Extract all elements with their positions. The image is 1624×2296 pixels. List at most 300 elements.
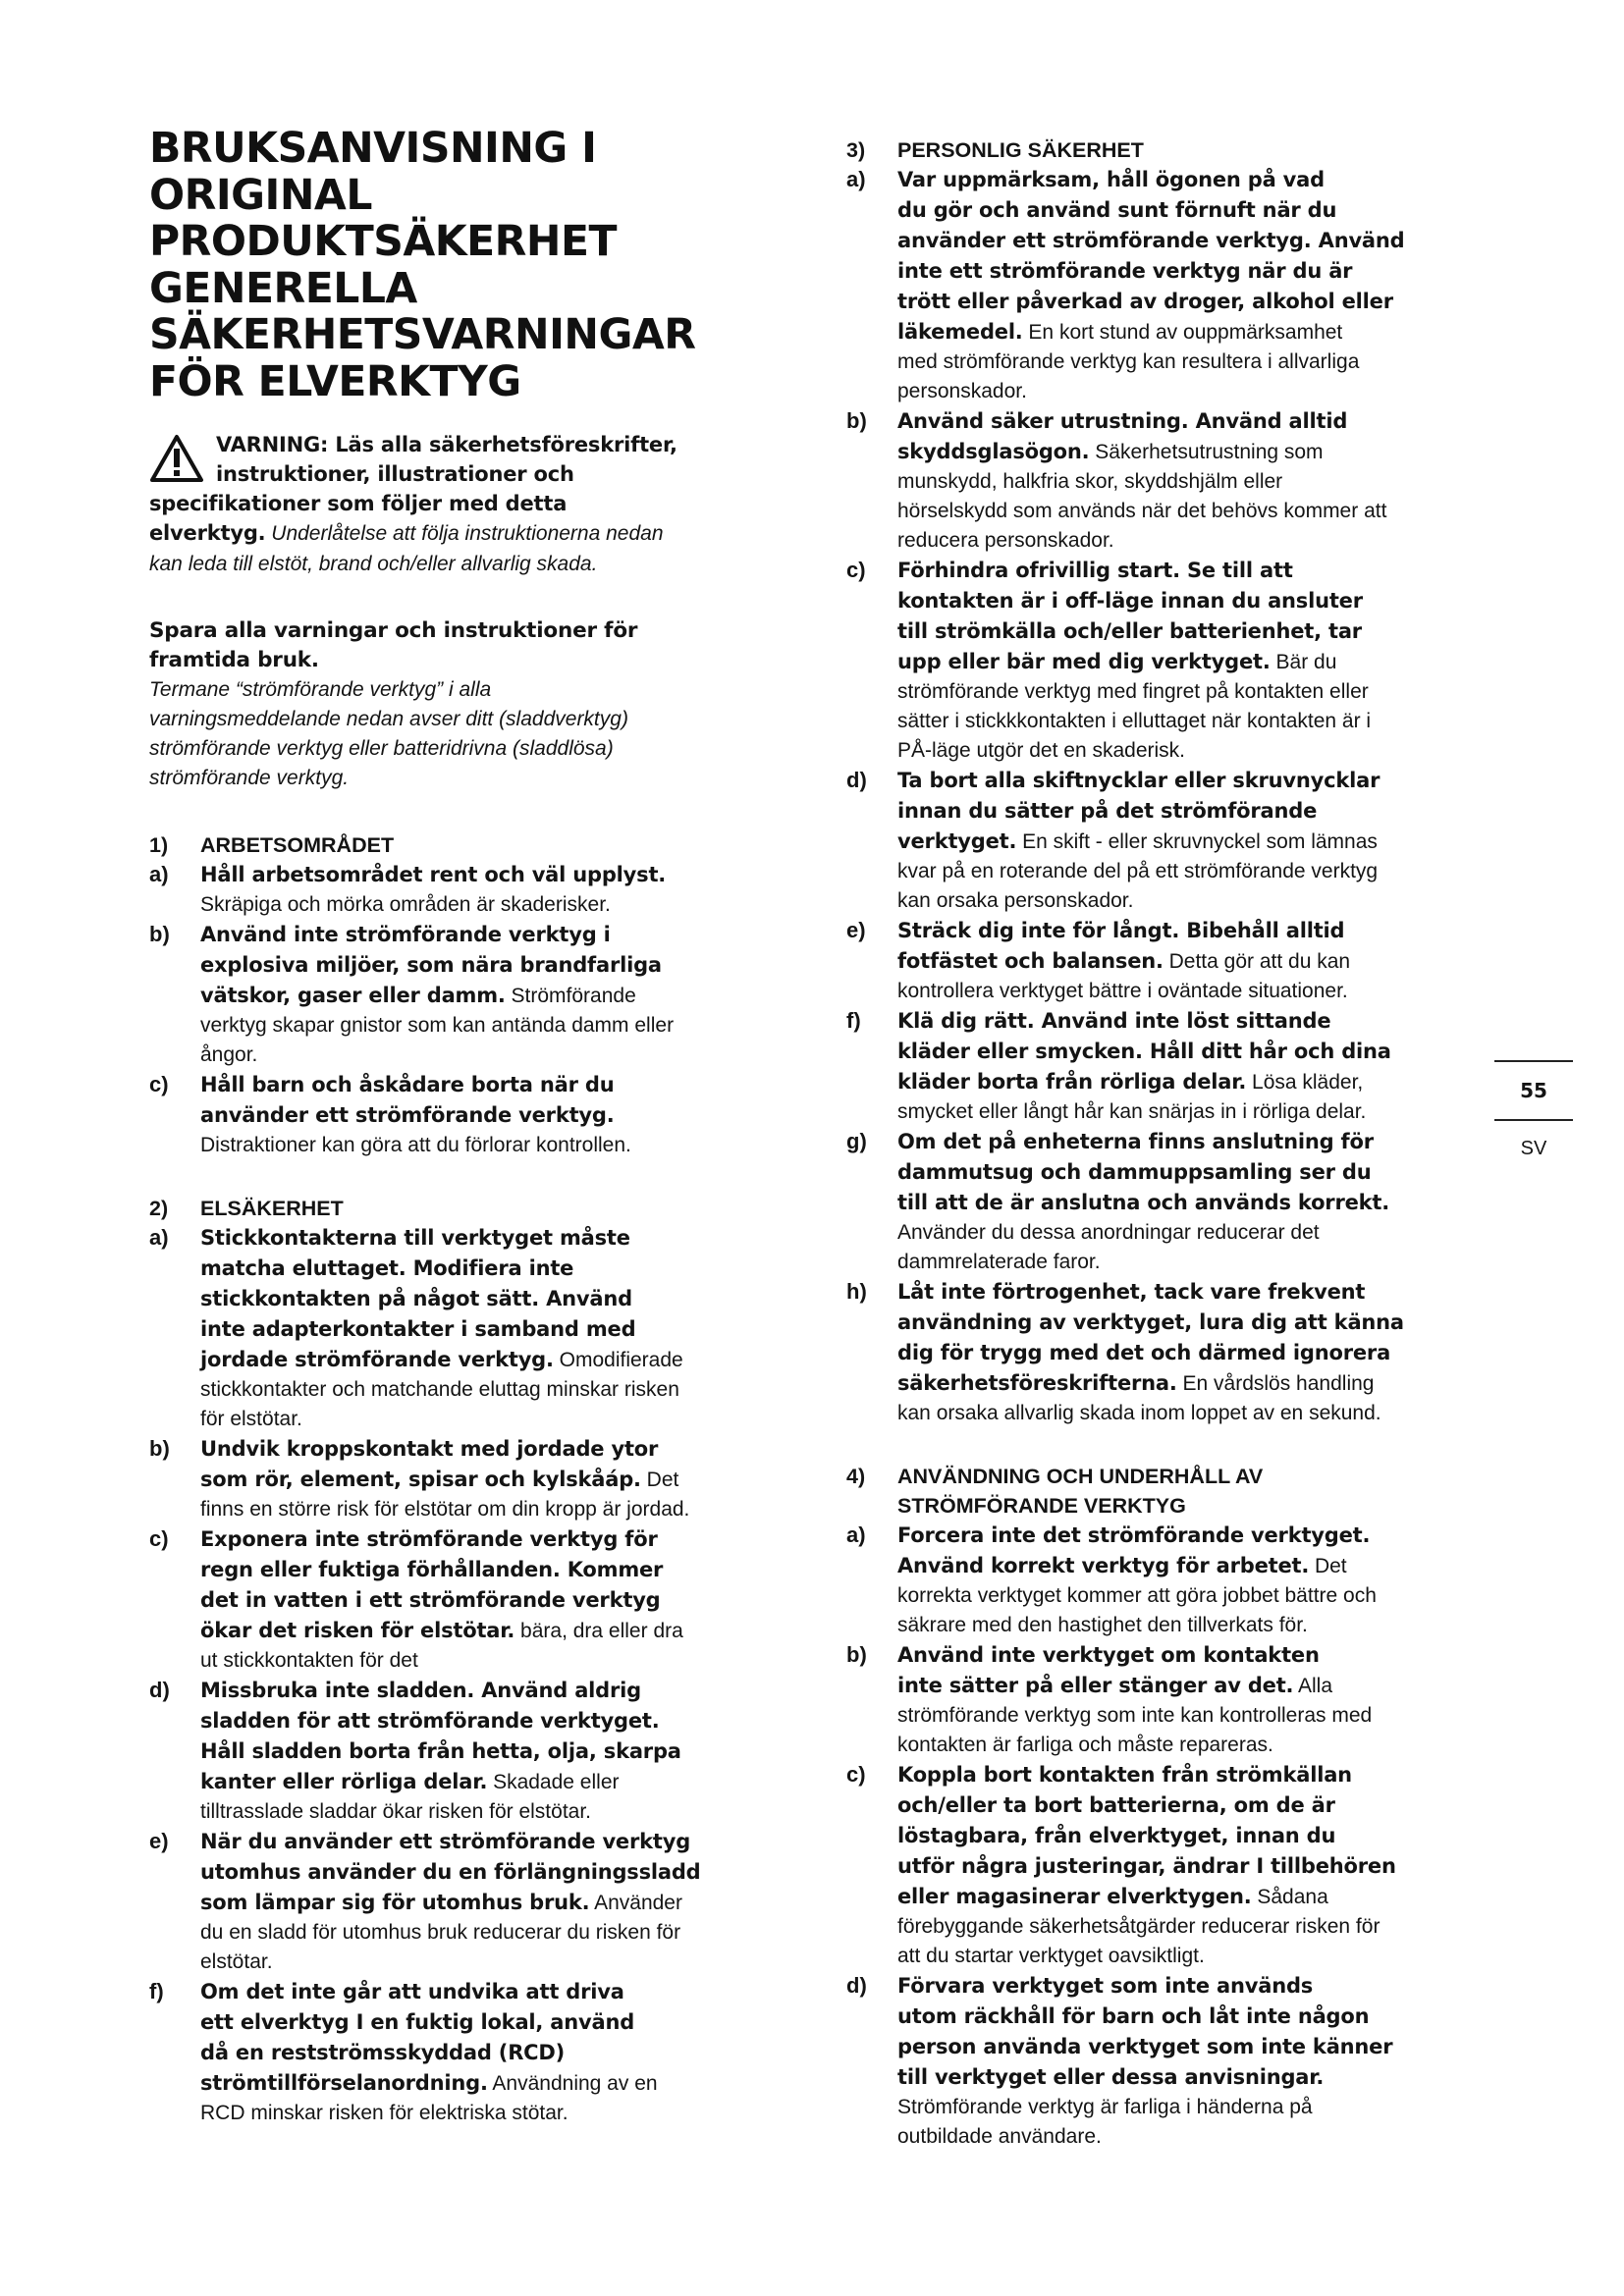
save-note-line: Spara alla varningar och instruktioner för: [149, 618, 638, 643]
item-line: [897, 1521, 1494, 1551]
terms-line: Termane “strömförande verktyg” i alla: [149, 678, 492, 701]
item-line: [897, 377, 1494, 406]
sections-right: [846, 135, 1494, 2152]
item-text-run: korrekta verktyget kommer att göra jobbet bättre och: [897, 1584, 1377, 1607]
item-line: [200, 1888, 797, 1918]
sections-left: [149, 830, 797, 2128]
item-text-run: Detta gör att du kan: [1163, 950, 1351, 973]
section-heading: [149, 1194, 797, 1223]
item-line: [897, 1399, 1494, 1428]
item-line: [897, 1006, 1494, 1037]
item-text: [897, 1521, 1494, 1640]
right-column: [846, 135, 1494, 2185]
item-line: [897, 616, 1494, 647]
item-text-run: Strömförande verktyg är farliga i händerna på: [897, 2096, 1313, 2118]
item-text-run: smycket eller långt hår kan snärjas in i rörliga delar.: [897, 1100, 1367, 1123]
item-letter: b): [149, 922, 170, 946]
item-line: [200, 1857, 797, 1888]
item-line: [200, 860, 797, 890]
item-bold-text: Håll arbetsområdet rent och väl upplyst.: [200, 863, 667, 886]
warning-line: [149, 549, 797, 579]
item-line: [200, 2099, 797, 2128]
item-line: [200, 1616, 797, 1646]
list-item: [149, 1676, 797, 1827]
item-bold-text: Om det inte går att undvika att driva: [200, 1980, 624, 2003]
warning-bold-text: instruktioner, illustrationer och: [216, 462, 574, 486]
section-number: 4): [846, 1465, 866, 1488]
item-bold-text: Använd inte strömförande verktyg i: [200, 923, 611, 946]
title-line: FÖR ELVERKTYG: [149, 357, 521, 406]
item-line: [200, 1345, 797, 1375]
item-line: [200, 1011, 797, 1041]
item-bold-text: som lämpar sig för utomhus bruk.: [200, 1891, 590, 1914]
item-text-run: med strömförande verktyg kan resultera i allvarliga: [897, 350, 1360, 373]
item-text-run: elstötar.: [200, 1950, 273, 1973]
warning-bold-text: VARNING: Läs alla säkerhetsföreskrifter,: [216, 433, 677, 456]
item-bold-text: det in vatten i ett strömförande verktyg: [200, 1588, 661, 1612]
section-number: 1): [149, 833, 169, 857]
warning-line: [149, 489, 797, 518]
item-letter: b): [149, 1436, 170, 1461]
item-line: [200, 2068, 797, 2099]
item-text-run: En vårdslös handling: [1176, 1372, 1375, 1395]
item-bold-text: Håll sladden borta från hetta, olja, skarpa: [200, 1739, 681, 1763]
section-heading-text: STRÖMFÖRANDE VERKTYG: [897, 1494, 1186, 1518]
warning-italic-text: Underlåtelse att följa instruktionerna nedan: [265, 522, 664, 545]
item-bold-text: och/eller ta bort batterierna, om de är: [897, 1793, 1335, 1817]
title-line: GENERELLA: [149, 264, 417, 313]
item-text-run: Använder: [589, 1892, 682, 1914]
item-line: [897, 1611, 1494, 1640]
item-line: [200, 1284, 797, 1314]
item-line: [897, 766, 1494, 796]
item-text-run: ångor.: [200, 1043, 258, 1066]
item-line: [897, 497, 1494, 526]
item-bold-text: Sträck dig inte för långt. Bibehåll alltid: [897, 919, 1345, 942]
item-bold-text: löstagbara, från elverktyget, innan du: [897, 1824, 1336, 1847]
item-letter: c): [149, 1526, 169, 1551]
item-line: [200, 950, 797, 981]
item-line: [897, 1851, 1494, 1882]
item-text: [200, 1070, 797, 1160]
list-item: [149, 860, 797, 920]
list-item: [149, 1434, 797, 1524]
item-text-run: dammrelaterade faror.: [897, 1251, 1101, 1273]
item-line: [200, 1676, 797, 1706]
item-text-run: Säkerhetsutrustning som: [1089, 441, 1324, 463]
item-line: [897, 1971, 1494, 2002]
list-item: [846, 165, 1494, 406]
item-bold-text: Om det på enheterna finns anslutning för: [897, 1130, 1374, 1153]
general-warning: [149, 430, 797, 579]
item-line: [897, 467, 1494, 497]
item-text: [897, 556, 1494, 766]
item-line: [897, 2093, 1494, 2122]
item-bold-text: ökar det risken för elstötar.: [200, 1619, 515, 1642]
item-text: [200, 920, 797, 1070]
item-text-run: En kort stund av ouppmärksamhet: [1022, 321, 1343, 344]
item-line: [200, 1314, 797, 1345]
section-2: [149, 1194, 797, 2128]
item-line: [897, 1218, 1494, 1248]
item-line: [897, 2122, 1494, 2152]
item-line: [897, 165, 1494, 195]
item-letter: b): [846, 1642, 867, 1667]
item-text-run: personskador.: [897, 380, 1027, 402]
item-bold-text: skyddsglasögon.: [897, 440, 1090, 463]
item-text: [897, 165, 1494, 406]
item-line: [200, 2038, 797, 2068]
item-line: [200, 1706, 797, 1736]
item-line: [200, 1254, 797, 1284]
item-bold-text: användning av verktyget, lura dig att känna: [897, 1310, 1404, 1334]
item-line: [897, 2062, 1494, 2093]
item-line: [897, 1188, 1494, 1218]
item-line: [200, 1070, 797, 1100]
item-text-run: sätter i stickkkontakten i elluttaget när kontakten är i: [897, 710, 1372, 732]
item-line: [897, 1127, 1494, 1157]
item-bold-text: fotfästet och balansen.: [897, 949, 1164, 973]
warning-bold-text: specifikationer som följer med detta: [149, 492, 568, 515]
item-bold-text: upp eller bär med dig verktyget.: [897, 650, 1271, 673]
item-line: [200, 981, 797, 1011]
item-letter: d): [846, 768, 867, 792]
item-text-run: förebyggande säkerhetsåtgärder reducerar risken för: [897, 1915, 1380, 1938]
item-bold-text: Klä dig rätt. Använd inte löst sittande: [897, 1009, 1331, 1033]
item-text-run: kontrollera verktyget bättre i oväntade situationer.: [897, 980, 1348, 1002]
item-bold-text: som rör, element, spisar och kylskåáp.: [200, 1468, 641, 1491]
terms-line: varningsmeddelande nedan avser ditt (sladdverktyg): [149, 708, 628, 730]
item-line: [897, 1790, 1494, 1821]
save-note-line: framtida bruk.: [149, 648, 319, 672]
item-text: [897, 1640, 1494, 1760]
item-bold-text: stickkontakten på något sätt. Använd: [200, 1287, 632, 1310]
item-bold-text: Ta bort alla skiftnycklar eller skruvnycklar: [897, 769, 1380, 792]
item-line: [200, 1797, 797, 1827]
item-text: [200, 1223, 797, 1434]
warning-line: [149, 459, 797, 489]
item-bold-text: Använd inte verktyget om kontakten: [897, 1643, 1320, 1667]
item-line: [897, 946, 1494, 977]
item-line: [897, 256, 1494, 287]
item-text-run: Användning av en: [487, 2072, 658, 2095]
item-line: [897, 1308, 1494, 1338]
item-line: [897, 677, 1494, 707]
list-item: [846, 916, 1494, 1006]
item-line: [897, 586, 1494, 616]
list-item: [149, 1070, 797, 1160]
section-heading: [846, 1462, 1494, 1491]
item-bold-text: Låt inte förtrogenhet, tack vare frekvent: [897, 1280, 1366, 1304]
item-text: [897, 1971, 1494, 2152]
list-item: [846, 1760, 1494, 1971]
item-bold-text: kläder eller smycken. Håll ditt hår och dina: [897, 1040, 1391, 1063]
section-heading: [846, 1491, 1494, 1521]
item-text-run: En skift - eller skruvnyckel som lämnas: [1016, 830, 1378, 853]
item-bold-text: verktyget.: [897, 829, 1017, 853]
item-text-run: PÅ-läge utgör det en skaderisk.: [897, 739, 1185, 762]
item-letter: f): [846, 1008, 861, 1033]
item-line: [200, 1736, 797, 1767]
item-bold-text: dammutsug och dammuppsamling ser du: [897, 1160, 1372, 1184]
item-text-run: strömförande verktyg som inte kan kontrolleras med: [897, 1704, 1373, 1727]
item-text-run: säkrare med den hastighet den tillverkats för.: [897, 1614, 1308, 1636]
item-line: [897, 977, 1494, 1006]
item-line: [897, 1097, 1494, 1127]
item-text-run: kan orsaka allvarlig skada inom loppet av en sekund.: [897, 1402, 1381, 1424]
item-letter: e): [846, 918, 866, 942]
item-bold-text: Exponera inte strömförande verktyg för: [200, 1527, 658, 1551]
item-text: [897, 1760, 1494, 1971]
section-number: 3): [846, 138, 866, 162]
title-line: PRODUKTSÄKERHET: [149, 218, 617, 266]
item-text-run: ut stickkontakten för det: [200, 1649, 418, 1672]
item-line: [897, 1277, 1494, 1308]
item-text: [897, 1006, 1494, 1127]
item-text-run: du en sladd för utomhus bruk reducerar du risken för: [200, 1921, 681, 1944]
item-text: [200, 1434, 797, 1524]
section-1: [149, 830, 797, 1160]
item-line: [200, 1767, 797, 1797]
item-line: [200, 1585, 797, 1616]
item-bold-text: till strömkälla och/eller batterienhet, tar: [897, 619, 1362, 643]
item-line: [897, 1551, 1494, 1581]
section-3: [846, 135, 1494, 1428]
item-letter: b): [846, 408, 867, 433]
item-text: [897, 916, 1494, 1006]
item-line: [200, 1375, 797, 1405]
section-heading-text: PERSONLIG SÄKERHET: [897, 138, 1144, 162]
list-item: [846, 1127, 1494, 1277]
item-bold-text: till att de är anslutna och används korrekt.: [897, 1191, 1390, 1214]
item-bold-text: Stickkontakterna till verktyget måste: [200, 1226, 630, 1250]
item-bold-text: Undvik kroppskontakt med jordade ytor: [200, 1437, 659, 1461]
item-bold-text: jordade strömförande verktyg.: [200, 1348, 554, 1371]
item-text-run: Omodifierade: [553, 1349, 683, 1371]
item-text-run: tilltrasslade sladdar ökar risken för elstötar.: [200, 1800, 592, 1823]
item-text: [897, 766, 1494, 916]
item-line: [897, 736, 1494, 766]
item-line: [897, 2032, 1494, 2062]
item-line: [897, 1912, 1494, 1942]
title-line: BRUKSANVISNING I: [149, 125, 597, 173]
item-text-run: finns en större risk för elstötar om din kropp är jordad.: [200, 1498, 690, 1521]
item-line: [897, 1821, 1494, 1851]
save-instructions-note: [149, 616, 797, 675]
item-text-run: munskydd, halkfria skor, skyddshjälm eller: [897, 470, 1283, 493]
item-line: [897, 1248, 1494, 1277]
item-line: [200, 2007, 797, 2038]
item-bold-text: inte adapterkontakter i samband med: [200, 1317, 636, 1341]
item-bold-text: Använd korrekt verktyg för arbetet.: [897, 1554, 1310, 1577]
list-item: [149, 1524, 797, 1676]
item-bold-text: person använda verktyget som inte känner: [897, 2035, 1393, 2058]
item-text-run: kan orsaka personskador.: [897, 889, 1134, 912]
section-heading-text: ANVÄNDNING OCH UNDERHÅLL AV: [897, 1465, 1264, 1488]
page-title: [149, 126, 778, 405]
title-line: ORIGINAL: [149, 171, 372, 220]
item-line: [897, 1157, 1494, 1188]
item-line: [897, 796, 1494, 827]
terms-line: strömförande verktyg eller batteridrivna (sladdlösa): [149, 737, 614, 760]
item-letter: c): [846, 558, 866, 582]
item-line: [897, 1067, 1494, 1097]
item-letter: c): [149, 1072, 169, 1096]
item-text: [200, 1977, 797, 2128]
item-bold-text: Förhindra ofrivillig start. Se till att: [897, 559, 1293, 582]
item-line: [200, 1223, 797, 1254]
item-text-run: strömförande verktyg med fingret på kontakten eller: [897, 680, 1369, 703]
item-text-run: Alla: [1293, 1675, 1333, 1697]
item-letter: d): [149, 1678, 170, 1702]
item-bold-text: utom räckhåll för barn och låt inte någon: [897, 2004, 1370, 2028]
item-letter: f): [149, 1979, 164, 2003]
item-bold-text: vätskor, gaser eller damm.: [200, 984, 506, 1007]
item-bold-text: Var uppmärksam, håll ögonen på vad: [897, 168, 1325, 191]
item-text: [200, 860, 797, 920]
item-bold-text: ett elverktyg I en fuktig lokal, använd: [200, 2010, 635, 2034]
page-tab: [1494, 1060, 1573, 1176]
section-4: [846, 1462, 1494, 2152]
item-line: [897, 2002, 1494, 2032]
item-line: [897, 886, 1494, 916]
item-bold-text: eller magasinerar elverktygen.: [897, 1885, 1252, 1908]
item-line: [200, 1918, 797, 1948]
section-number: 2): [149, 1197, 169, 1220]
item-bold-text: använder ett strömförande verktyg.: [200, 1103, 615, 1127]
item-text-run: reducera personskador.: [897, 529, 1114, 552]
item-line: [897, 226, 1494, 256]
item-bold-text: explosiva miljöer, som nära brandfarliga: [200, 953, 662, 977]
item-bold-text: inte ett strömförande verktyg när du är: [897, 259, 1353, 283]
item-text-run: Skadade eller: [487, 1771, 620, 1793]
item-line: [897, 347, 1494, 377]
item-line: [897, 317, 1494, 347]
item-line: [200, 1977, 797, 2007]
item-line: [897, 857, 1494, 886]
item-letter: a): [149, 862, 169, 886]
list-item: [846, 1521, 1494, 1640]
item-text-run: Bär du: [1270, 651, 1337, 673]
item-line: [897, 1640, 1494, 1671]
item-line: [200, 1646, 797, 1676]
item-line: [200, 1465, 797, 1495]
item-bold-text: inte sätter på eller stänger av det.: [897, 1674, 1294, 1697]
item-text-run: att du startar verktyget oavsiktligt.: [897, 1945, 1205, 1967]
item-line: [200, 890, 797, 920]
list-item: [846, 556, 1494, 766]
item-letter: a): [846, 1522, 866, 1547]
terms-definition: [149, 675, 797, 793]
item-bold-text: innan du sätter på det strömförande: [897, 799, 1318, 823]
item-bold-text: utför några justeringar, ändrar I tillbehören: [897, 1854, 1396, 1878]
item-line: [897, 647, 1494, 677]
item-text-run: RCD minskar risken för elektriska stötar.: [200, 2102, 568, 2124]
item-bold-text: Forcera inte det strömförande verktyget.: [897, 1523, 1371, 1547]
item-line: [897, 1671, 1494, 1701]
left-column: [149, 430, 797, 2162]
item-line: [897, 287, 1494, 317]
item-text-run: Strömförande: [505, 985, 636, 1007]
item-bold-text: trött eller påverkad av droger, alkohol eller: [897, 290, 1393, 313]
warning-italic-text: kan leda till elstöt, brand och/eller allvarlig skada.: [149, 553, 598, 575]
item-bold-text: Håll barn och åskådare borta när du: [200, 1073, 615, 1096]
item-bold-text: kanter eller rörliga delar.: [200, 1770, 488, 1793]
item-text-run: verktyg skapar gnistor som kan antända damm eller: [200, 1014, 675, 1037]
item-bold-text: När du använder ett strömförande verktyg: [200, 1830, 691, 1853]
item-text: [200, 1676, 797, 1827]
warning-text: [149, 430, 797, 579]
item-bold-text: Förvara verktyget som inte används: [897, 1974, 1314, 1998]
terms-line: strömförande verktyg.: [149, 767, 350, 789]
item-letter: d): [846, 1973, 867, 1998]
item-bold-text: säkerhetsföreskrifterna.: [897, 1371, 1177, 1395]
list-item: [149, 1827, 797, 1977]
item-bold-text: använder ett strömförande verktyg. Använd: [897, 229, 1405, 252]
warning-line: [149, 518, 797, 549]
item-line: [897, 556, 1494, 586]
item-text-run: kvar på en roterande del på ett strömförande verktyg: [897, 860, 1379, 882]
item-line: [200, 1405, 797, 1434]
item-line: [897, 1942, 1494, 1971]
item-line: [897, 707, 1494, 736]
item-letter: c): [846, 1762, 866, 1787]
item-line: [200, 1495, 797, 1524]
warning-triangle-icon: [149, 434, 204, 483]
item-bold-text: utomhus använder du en förlängningssladd: [200, 1860, 701, 1884]
section-heading: [149, 830, 797, 860]
item-bold-text: regn eller fuktiga förhållanden. Kommer: [200, 1558, 664, 1581]
list-item: [149, 1223, 797, 1434]
item-bold-text: matcha eluttaget. Modifiera inte: [200, 1256, 574, 1280]
list-item: [846, 406, 1494, 556]
section-heading-text: ELSÄKERHET: [200, 1197, 344, 1220]
language-code: SV: [1520, 1138, 1547, 1159]
item-text-run: för elstötar.: [200, 1408, 302, 1430]
title-line: SÄKERHETSVARNINGAR: [149, 311, 696, 359]
item-line: [200, 1948, 797, 1977]
item-text: [897, 1127, 1494, 1277]
item-letter: e): [149, 1829, 169, 1853]
item-bold-text: dig för trygg med det och därmed ignorera: [897, 1341, 1391, 1364]
item-text: [897, 406, 1494, 556]
item-bold-text: Koppla bort kontakten från strömkällan: [897, 1763, 1352, 1787]
item-text-run: Lösa kläder,: [1246, 1071, 1364, 1094]
item-line: [200, 1434, 797, 1465]
list-item: [846, 1640, 1494, 1760]
item-text-run: hörselskydd som används när det behövs kommer att: [897, 500, 1387, 522]
item-line: [200, 1555, 797, 1585]
item-line: [897, 1701, 1494, 1731]
item-bold-text: du gör och använd sunt förnuft när du: [897, 198, 1337, 222]
item-line: [200, 1827, 797, 1857]
item-text-run: Sådana: [1251, 1886, 1328, 1908]
item-letter: g): [846, 1129, 867, 1153]
item-text: [200, 1827, 797, 1977]
item-line: [897, 1037, 1494, 1067]
item-line: [897, 195, 1494, 226]
item-bold-text: läkemedel.: [897, 320, 1023, 344]
item-line: [200, 1131, 797, 1160]
warning-bold-text: elverktyg.: [149, 521, 266, 545]
item-bold-text: Missbruka inte sladden. Använd aldrig: [200, 1679, 641, 1702]
item-line: [897, 526, 1494, 556]
item-bold-text: kontakten är i off-läge innan du ansluter: [897, 589, 1363, 613]
item-line: [200, 1041, 797, 1070]
item-line: [897, 1882, 1494, 1912]
item-text-run: stickkontakter och matchande eluttag minskar risken: [200, 1378, 679, 1401]
list-item: [846, 1971, 1494, 2152]
